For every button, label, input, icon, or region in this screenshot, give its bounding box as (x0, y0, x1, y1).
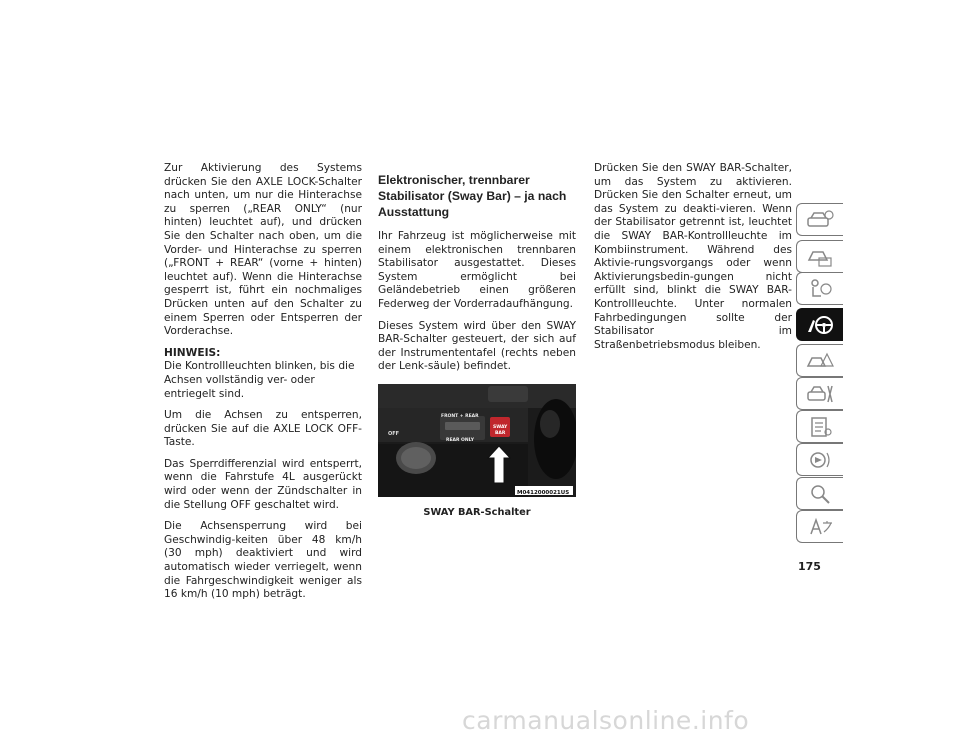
tab-multimedia[interactable] (796, 443, 843, 476)
tab-language[interactable] (796, 510, 843, 543)
unlock-paragraph: Um die Achsen zu entsperren, drücken Sie auf die AXLE LOCK OFF-Taste. (164, 409, 362, 449)
tab-car-key[interactable] (796, 240, 843, 273)
language-icon (805, 516, 835, 538)
note-block (164, 347, 362, 401)
airbag-seat-icon (805, 278, 835, 300)
middle-column (378, 172, 576, 520)
tab-car-service[interactable] (796, 377, 843, 410)
right-column (594, 162, 792, 360)
sway-bar-operation-paragraph: Drücken Sie den SWAY BAR-Schalter, um das System zu aktivieren. Drücken Sie den Schalter erneut, um das System zu deakti-vieren. Wenn der Stabilisator getrennt ist, leuchtet die SWAY BAR-Kontrollleuchte im Kombiinstrument. Während des Aktivie-rungsvorgangs oder wenn Aktivierungsbedin-gungen nicht erfüllt sind, blinkt die SWAY BAR-Kontrollleuchte. Unter normalen Fahrbedingungen sollte der Stabilisator im Straßenbetriebsmodus bleiben. (594, 162, 792, 351)
off-label: OFF (388, 430, 400, 437)
page-number: 175 (798, 560, 821, 573)
sway-bar-intro-paragraph: Ihr Fahrzeug ist möglicherweise mit einem elektronischen trennbaren Stabilisator ausgestattet. Dieses System ermöglicht bei Geländebetrieb einen größeren Federweg der Vorderradaufhängung. (378, 230, 576, 310)
left-column (164, 162, 362, 610)
switch-bottom-label: REAR ONLY (446, 437, 475, 443)
switch-top-label: FRONT + REAR (441, 413, 479, 419)
image-code: M0412000021US (517, 489, 570, 496)
car-key-icon (805, 246, 835, 268)
watermark-text[interactable]: carmanualsonline.info (462, 706, 750, 735)
car-service-icon (805, 383, 835, 405)
tab-car-info[interactable] (796, 203, 843, 236)
tab-steering-wheel[interactable] (796, 308, 843, 341)
warning-car-icon (805, 350, 835, 372)
dashboard-illustration (378, 384, 576, 497)
figure-caption: SWAY BAR-Schalter (423, 506, 531, 518)
section-heading: Elektronischer, trennbarer Stabilisator (Sway Bar) – ja nach Ausstattung (378, 173, 567, 219)
car-info-icon (805, 209, 835, 231)
search-icon (805, 483, 835, 505)
axle-lock-activation-paragraph: Zur Aktivierung des Systems drücken Sie den AXLE LOCK-Schalter nach unten, um nur die Hinterachse zu sperren („REAR ONLY“ (nur hinten) leuchtet auf), und drücken Sie den Schalter nach oben, um die Vorder- und Hinterachse zu sperren („FRONT + REAR“ (vorne + hinten) leuchtet auf). Wenn die Hinterachse gesperrt ist, führt ein nochmaliges Drücken unten auf den Schalter zu einem Sperren oder Entsperren der Vorderachse. (164, 162, 362, 338)
tab-maintenance-list[interactable] (796, 410, 843, 443)
maintenance-list-icon (805, 416, 835, 438)
differential-paragraph: Das Sperrdifferenzial wird entsperrt, wenn die Fahrstufe 4L ausgerückt wird oder wenn der Zündschalter in die Stellung OFF geschaltet wird. (164, 457, 362, 511)
note-title: HINWEIS: (164, 346, 221, 359)
tab-warning-car[interactable] (796, 344, 843, 377)
steering-wheel-icon (805, 314, 835, 336)
note-text: Die Kontrollleuchten blinken, bis die Achsen vollständig ver- oder entriegelt sind. (164, 360, 355, 400)
multimedia-icon (805, 449, 835, 471)
sway-bar-switch-location-paragraph: Dieses System wird über den SWAY BAR-Schalter gesteuert, der sich auf der Instrumententafel (rechts neben der Lenk-säule) befindet. (378, 319, 576, 373)
tab-airbag-seat[interactable] (796, 272, 843, 305)
speed-paragraph: Die Achsensperrung wird bei Geschwindig-keiten über 48 km/h (30 mph) deaktiviert und wird automatisch wieder verriegelt, wenn die Fahrgeschwindigkeit weniger als 16 km/h (10 mph) beträgt. (164, 520, 362, 601)
sway-bar-switch-photo (378, 384, 576, 497)
sway-bar-button-label-line1: SWAY (493, 424, 508, 430)
sway-bar-button-label-line2: BAR (495, 430, 506, 436)
tab-search[interactable] (796, 477, 843, 510)
